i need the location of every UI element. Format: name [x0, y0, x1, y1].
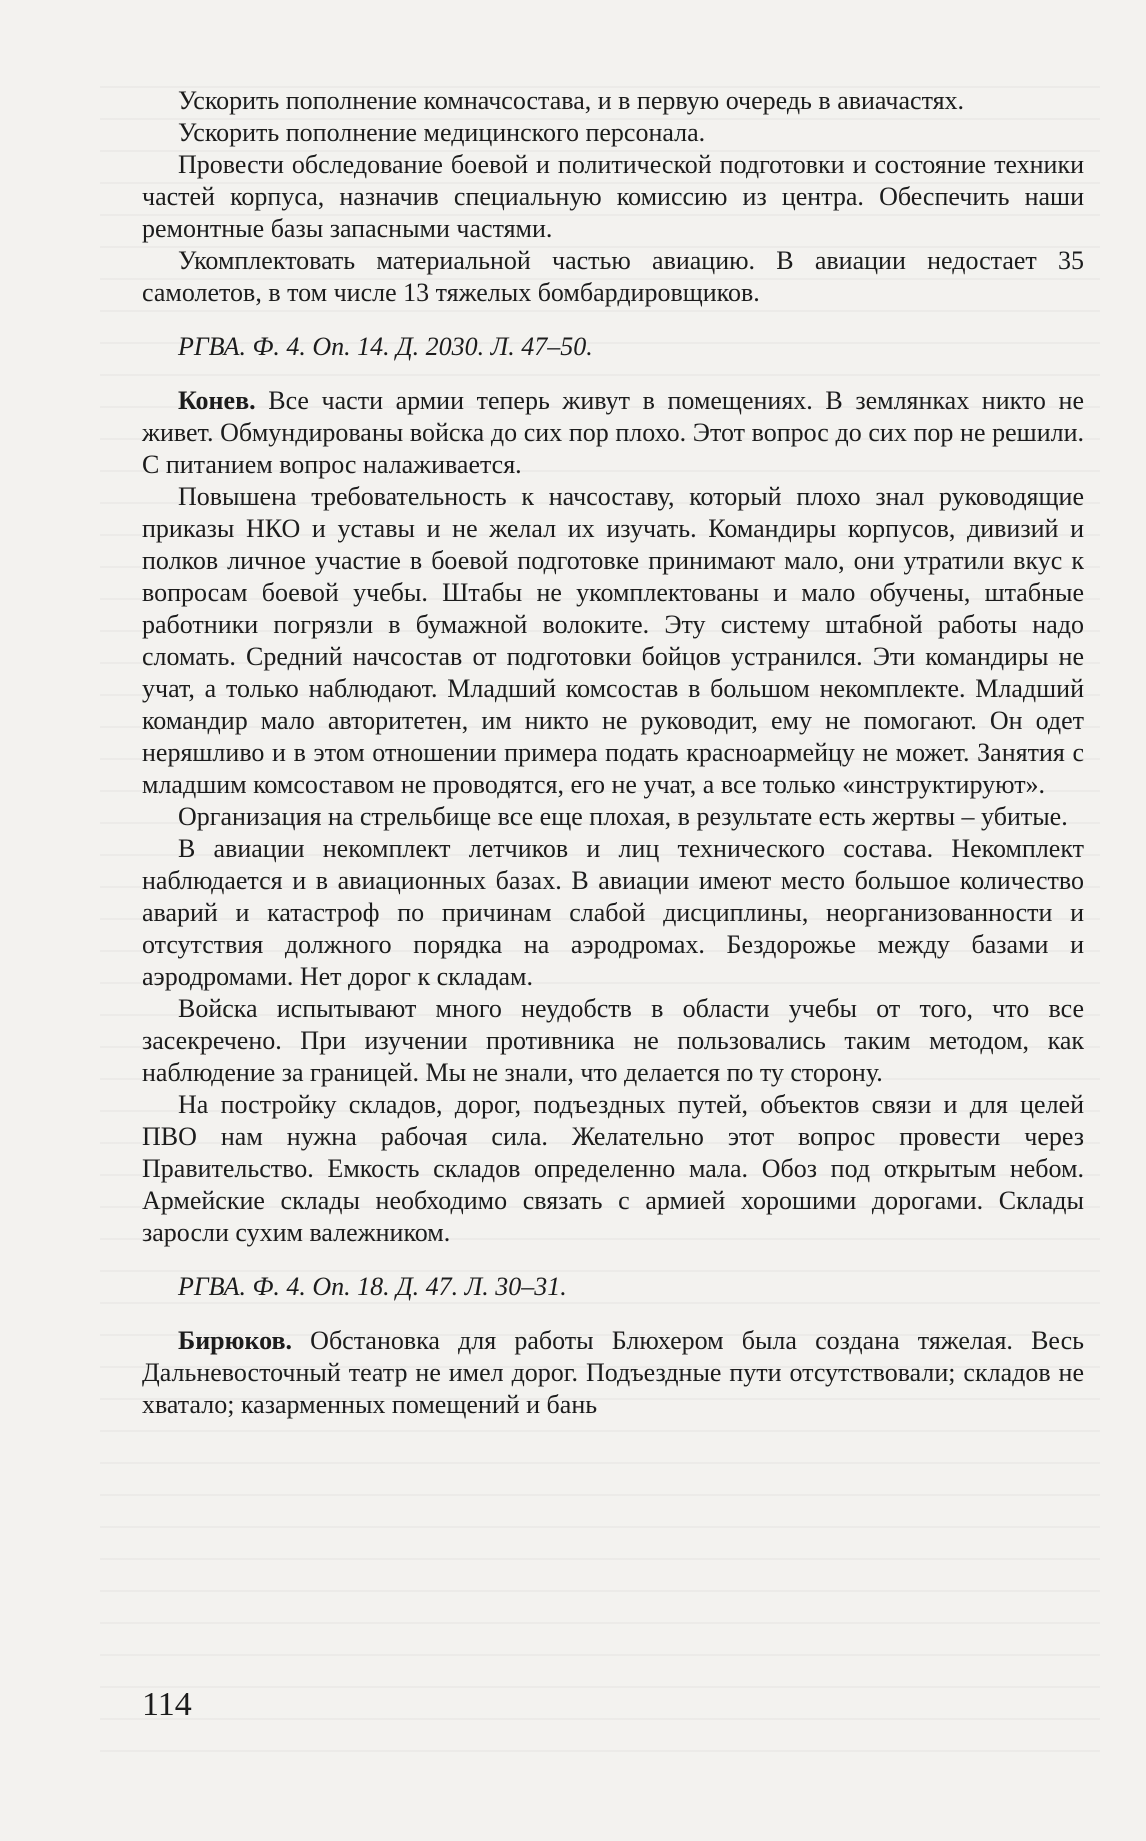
paragraph: Войска испытывают много неудобств в области учебы от того, что все засекречено. При изучении противника не пользовались таким методом, как наблюдение за границей. Мы не знали, что делается по ту сторону. [142, 994, 1084, 1087]
paragraph: Ускорить пополнение медицинского персонала. [178, 118, 706, 147]
speech-paragraph [142, 385, 1084, 481]
paragraph: Ускорить пополнение комначсостава, и в первую очередь в авиачастях. [178, 86, 965, 115]
speech-text: Обстановка для работы Блюхером была создана тяжелая. Весь Дальневосточный театр не имел дорог. Подъездные пути отсутствовали; складов не хватало; казарменных помещений и бань [142, 1326, 1084, 1419]
speech-paragraph [142, 1325, 1084, 1421]
paragraph: Повышена требовательность к начсоставу, который плохо знал руководящие приказы НКО и уставы и не желал их изучать. Командиры корпусов, дивизий и полков личное участие в боевой подготовке принимают мало, они утратили вкус к вопросам боевой учебы. Штабы не укомплектованы и мало обучены, штабные работники погрязли в бумажной волоките. Эту систему штабной работы надо сломать. Средний начсостав от подготовки бойцов устранился. Эти командиры не учат, а только наблюдают. Младший комсостав в большом некомплекте. Младший командир мало авторитетен, им никто не руководит, ему не помогают. Он одет неряшливо и в этом отношении примера подать красноармейцу не может. Занятия с младшим комсоставом не проводятся, его не учат, а все только «инструктируют». [142, 482, 1084, 799]
section-1 [142, 85, 1084, 309]
archive-source-citation: РГВА. Ф. 4. Оп. 14. Д. 2030. Л. 47–50. [178, 332, 593, 361]
paragraph: Провести обследование боевой и политической подготовки и состояние техники частей корпуса, назначив специальную комиссию из центра. Обеспечить наши ремонтные базы запасными частями. [142, 150, 1084, 243]
archive-source-citation: РГВА. Ф. 4. Оп. 18. Д. 47. Л. 30–31. [178, 1272, 567, 1301]
speaker-name: Бирюков. [178, 1326, 293, 1355]
section-konev [142, 385, 1084, 1249]
paragraph: Укомплектовать материальной частью авиацию. В авиации недостает 35 самолетов, в том числе 13 тяжелых бомбардировщиков. [142, 246, 1084, 307]
speech-text: Все части армии теперь живут в помещениях. В землянках никто не живет. Обмундированы войска до сих пор плохо. Этот вопрос до сих пор не решили. С питанием вопрос налаживается. [142, 386, 1084, 479]
paragraph: На постройку складов, дорог, подъездных путей, объектов связи и для целей ПВО нам нужна рабочая сила. Желательно этот вопрос провести через Правительство. Емкость складов определенно мала. Обоз под открытым небом. Армейские склады необходимо связать с армией хорошими дорогами. Склады заросли сухим валежником. [142, 1090, 1084, 1247]
document-page [142, 85, 1084, 1421]
paragraph: Организация на стрельбище все еще плохая, в результате есть жертвы – убитые. [178, 802, 1068, 831]
section-biryukov [142, 1325, 1084, 1421]
paragraph: В авиации некомплект летчиков и лиц технического состава. Некомплект наблюдается и в авиационных базах. В авиации имеют место большое количество аварий и катастроф по причинам слабой дисциплины, неорганизованности и отсутствия должного порядка на аэродромах. Бездорожье между базами и аэродромами. Нет дорог к складам. [142, 834, 1084, 991]
page-number: 114 [142, 1686, 192, 1723]
speaker-name: Конев. [178, 386, 256, 415]
